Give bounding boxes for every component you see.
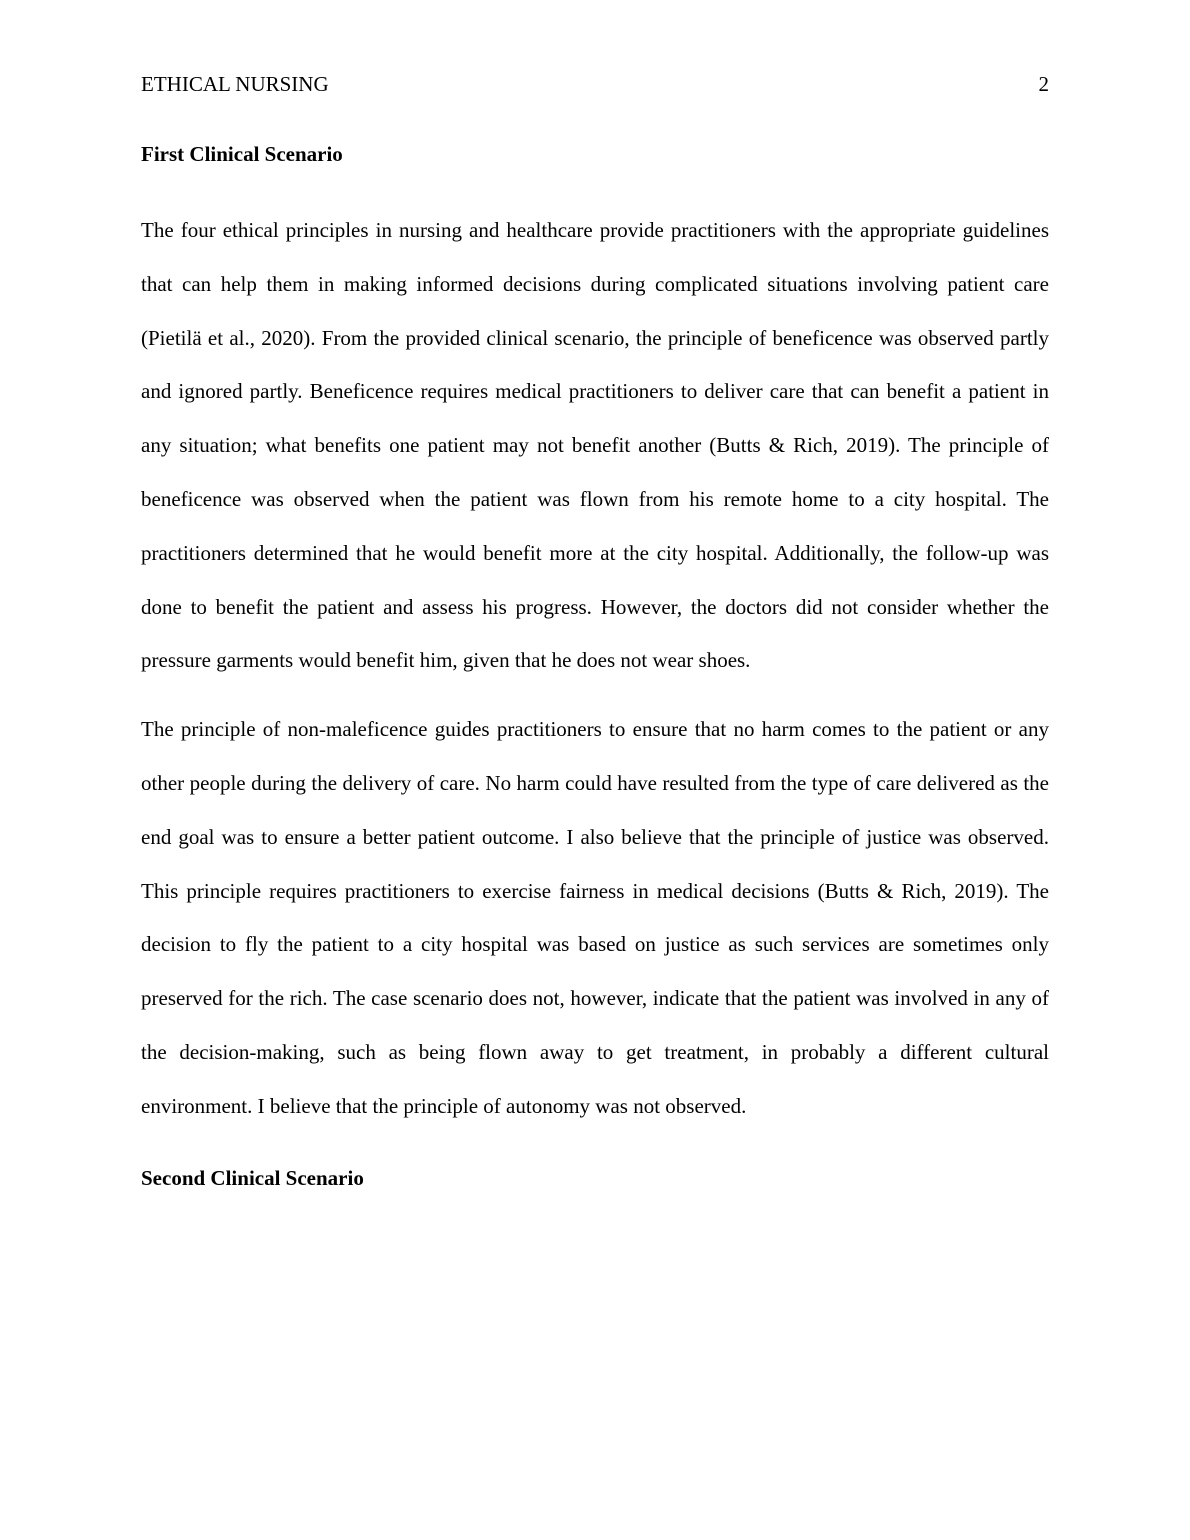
section-heading-first-clinical-scenario: First Clinical Scenario	[141, 142, 343, 166]
paragraph-non-maleficence: The principle of non-maleficence guides practitioners to ensure that no harm comes to the patient or any other people during the delivery of care. No harm could have resulted from the type of care delivered as the end goal was to ensure a better patient outcome. I also believe that the principle of justice was observed. This principle requires practitioners to exercise fairness in medical decisions (Butts & Rich, 2019). The decision to fly the patient to a city hospital was based on justice as such services are sometimes only preserved for the rich. The case scenario does not, however, indicate that the patient was involved in any of the decision-making, such as being flown away to get treatment, in probably a different cultural environment. I believe that the principle of autonomy was not observed.	[141, 717, 1049, 1118]
section-heading-second-clinical-scenario: Second Clinical Scenario	[141, 1165, 364, 1190]
document-body	[141, 139, 1049, 1233]
page-number: 2	[1038, 72, 1049, 96]
running-head	[141, 70, 1049, 98]
paragraph-beneficence: The four ethical principles in nursing and healthcare provide practitioners with the appropriate guidelines that can help them in making informed decisions during complicated situations involving patient care (Pietilä et al., 2020). From the provided clinical scenario, the principle of beneficence was observed partly and ignored partly. Beneficence requires medical practitioners to deliver care that can benefit a patient in any situation; what benefits one patient may not benefit another (Butts & Rich, 2019). The principle of beneficence was observed when the patient was flown from his remote home to a city hospital. The practitioners determined that he would benefit more at the city hospital. Additionally, the follow-up was done to benefit the patient and assess his progress. However, the doctors did not consider whether the pressure garments would benefit him, given that he does not wear shoes.	[141, 218, 1049, 673]
running-title: ETHICAL NURSING	[141, 72, 329, 96]
